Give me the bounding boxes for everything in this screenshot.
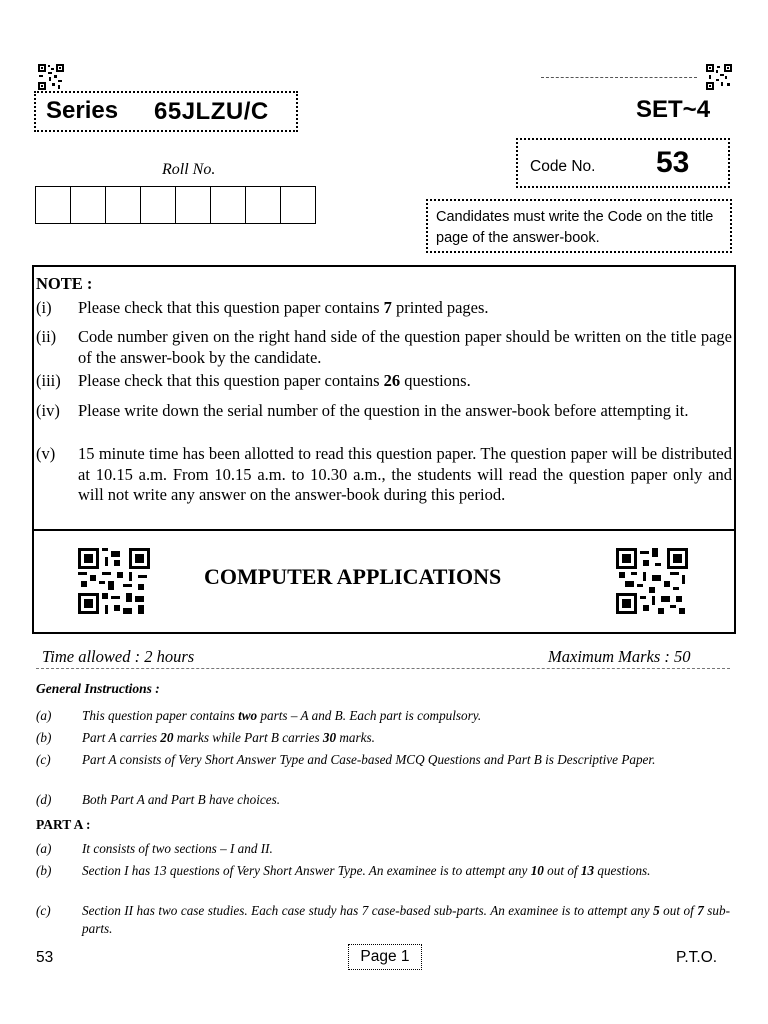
pto-label: P.T.O. <box>676 949 718 966</box>
qr-code-icon <box>616 548 688 614</box>
qr-code-icon <box>78 548 150 614</box>
note-title: NOTE : <box>36 274 93 293</box>
instruction-item: (a) This question paper contains two parts – A and B. Each part is compulsory. <box>36 708 482 723</box>
instruction-item: (d) Both Part A and Part B have choices. <box>36 792 281 807</box>
series-code: 65JLZU/C <box>154 98 269 125</box>
qr-code-icon <box>38 64 64 90</box>
note-item: (i) Please check that this question paper contains 7 printed pages. <box>36 298 489 317</box>
part-a-title: PART A : <box>36 817 91 832</box>
code-box <box>516 138 730 188</box>
general-instructions-title: General Instructions : <box>36 681 160 696</box>
roll-box[interactable] <box>71 186 106 224</box>
roll-box[interactable] <box>35 186 71 224</box>
note-item: (v) 15 minute time has been allotted to read this question paper. The question paper will be distributed at 10.15 a.m. From 10.15 a.m. to 10.30 a.m., the students will read the question paper only and will not write any answer on the answer-book during this period. <box>36 444 732 504</box>
note-num: (ii) <box>36 327 57 346</box>
qr-code-icon <box>706 64 732 90</box>
code-label: Code No. <box>530 158 596 175</box>
roll-box[interactable] <box>246 186 281 224</box>
note-num: (iv) <box>36 401 60 420</box>
code-instruction-box <box>426 199 732 253</box>
subject-title: COMPUTER APPLICATIONS <box>204 564 502 589</box>
code-instruction: Candidates must write the Code on the title page of the answer-book. <box>436 209 714 246</box>
roll-number-boxes <box>35 186 316 224</box>
series-label: Series <box>46 97 119 124</box>
instruction-item: (c) Part A consists of Very Short Answer Type and Case-based MCQ Questions and Part B is Descriptive Paper. <box>36 752 656 767</box>
note-item: (ii) Code number given on the right hand side of the question paper should be written on the title page of the answer-book by the candidate. <box>36 327 732 367</box>
note-num: (i) <box>36 298 52 317</box>
instruction-item: (c) Section II has two case studies. Each case study has 7 case-based sub-parts. An examinee is to attempt any 5 out of 7 sub-parts. <box>36 903 731 936</box>
divider <box>36 668 730 669</box>
note-num: (iii) <box>36 371 61 390</box>
footer-code: 53 <box>36 949 54 966</box>
series-box <box>34 91 298 132</box>
roll-label: Roll No. <box>162 161 216 178</box>
page-number: Page 1 <box>348 944 422 970</box>
instruction-item: (b) Section I has 13 questions of Very Short Answer Type. An examinee is to attempt any 10 out of 13 questions. <box>36 863 651 878</box>
note-item: (iv) Please write down the serial number of the question in the answer-book before attempting it. <box>36 401 689 420</box>
instruction-item: (b) Part A carries 20 marks while Part B carries 30 marks. <box>36 730 375 745</box>
code-value: 53 <box>656 146 690 179</box>
set-label: SET~4 <box>636 96 711 123</box>
roll-box[interactable] <box>176 186 211 224</box>
time-allowed: Time allowed : 2 hours <box>42 647 195 666</box>
roll-box[interactable] <box>211 186 246 224</box>
roll-box[interactable] <box>281 186 316 224</box>
dash-divider <box>541 77 697 78</box>
note-num: (v) <box>36 444 56 463</box>
note-item: (iii) Please check that this question paper contains 26 questions. <box>36 371 471 390</box>
instruction-item: (a) It consists of two sections – I and II. <box>36 841 273 856</box>
roll-box[interactable] <box>106 186 141 224</box>
max-marks: Maximum Marks : 50 <box>548 647 691 666</box>
roll-box[interactable] <box>141 186 176 224</box>
